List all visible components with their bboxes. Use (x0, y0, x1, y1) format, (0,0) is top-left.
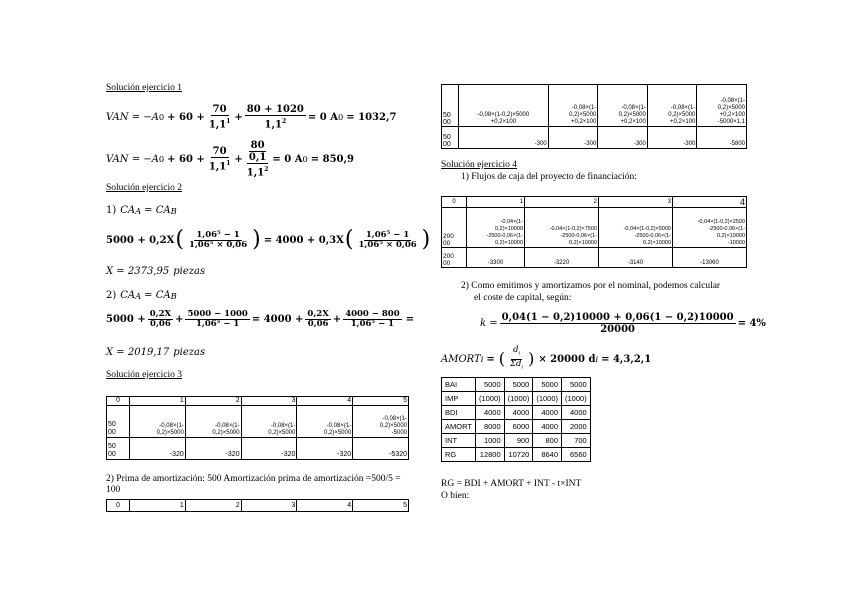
table-cell: -300 (459, 127, 549, 149)
table-cell: 1 (130, 500, 186, 512)
table-cell: 8000 (475, 420, 504, 434)
s4-item-2b: el coste de capital, según: (474, 293, 572, 303)
table-row (442, 85, 747, 127)
table-row (107, 397, 409, 406)
table-cell: 5 (353, 500, 409, 512)
s4-item-2: 2) Como emitimos y amortizamos por el nominal, podemos calcular (461, 281, 721, 291)
prima-amortizacion-text: 2) Prima de amortización: 500 Amortización prima de amortización =500/5 = 100 (106, 474, 401, 495)
table-cell: -0,04×(1-0,2)×5000 -2500-0,06×(1- 0,2)×10000 (599, 208, 673, 248)
equation-van-1: VAN = −A 0 + 60 + $\frac{70}{1,1^1}$ + $\frac{80 + 1020}{1,1^2}$ = 0 A 0 = 1032,7 (106, 104, 397, 131)
table-cell: 50 00 (107, 406, 130, 438)
table-cell: 5000 (475, 378, 504, 392)
table-cell: 4000 (533, 406, 562, 420)
table-cell: 5 (353, 397, 409, 406)
equation-eq4: 5000 + $\frac{0,2X}{0,06}$ + $\frac{5000 - 1000}{\text{1,06⁵ − 1}}$ = 4000 + $\frac{0,2X}{0,06}$ + $\frac{4000 - 800}{\text{1,06⁵ − 1}}$ = (106, 309, 415, 329)
table-cell: -320 (297, 438, 353, 460)
equation-amort: AMORT i = ( $\frac{d_i}{\Sigma d_i}$ ) × 20000 d i = 4,3,2,1 (441, 345, 652, 371)
equation-eq3: 5000 + 0,2X ( $\frac{\text{1,06⁵ − 1}}{\text{1,06⁵ × 0,06}}$ ) = 4000 + 0,3X ( $\frac{\text{1,06⁵ − 1}}{\text{1,06⁵ × 0,06}}$ ) (106, 227, 431, 252)
table-cell: 1000 (475, 434, 504, 448)
table-cell: 2000 (562, 420, 591, 434)
table-cell: -0,08×(1- 0,2)×5000 +0,2×100 (548, 85, 598, 127)
table-cell: IMP (442, 392, 476, 406)
table-cell: 5000 (504, 378, 533, 392)
table-cell: -0,04×(1- 0,2)×10000 -2500-0,06×(1- 0,2)×10000 (467, 208, 525, 248)
rg-formula: RG = BDI + AMORT + INT - t×INT (441, 479, 582, 489)
table-row (442, 127, 747, 149)
table-cell: 50 00 (442, 85, 459, 127)
table-cell: -320 (185, 438, 241, 460)
table-row (107, 500, 409, 512)
table-cell: 4000 (475, 406, 504, 420)
s4-item-1: 1) Flujos de caja del proyecto de financiación: (461, 172, 637, 182)
table-cell: 8640 (533, 448, 562, 462)
result-x-1: X = 2373,95 piezas (106, 266, 206, 277)
table-cell: -300 (647, 127, 697, 149)
table-cell: 200 00 (442, 208, 467, 248)
table-cell: 4 (297, 397, 353, 406)
table-row (442, 197, 747, 208)
question-1: 1) CA A = CA B (106, 205, 177, 216)
equation-k: k = $\frac{0,04(1 - 0,2)10000 + 0,06(1 - 0,2)10000}{20000}$ = 4% (480, 312, 766, 335)
table-cell: 0 (107, 500, 130, 512)
table-cell: -0,08×(1- 0,2)×5000 (297, 406, 353, 438)
table-cell: (1000) (562, 392, 591, 406)
table-row (442, 248, 747, 268)
table-cell: BDI (442, 406, 476, 420)
table-ejercicio-3 (106, 396, 409, 460)
table-cell: 0 (107, 397, 130, 406)
table-cell: 2 (185, 500, 241, 512)
table-row (442, 208, 747, 248)
table-cell: 12800 (475, 448, 504, 462)
table-row (107, 438, 409, 460)
table-cell: -0,08×(1- 0,2)×5000 -5000 (353, 406, 409, 438)
table-cell: 1 (467, 197, 525, 208)
table-row (442, 392, 591, 406)
table-cell: AMORT (442, 420, 476, 434)
table-cell: 2 (185, 397, 241, 406)
obien-text: O bien: (441, 491, 470, 501)
table-cell: -3140 (599, 248, 673, 268)
table-cell: 6000 (504, 420, 533, 434)
table-prima (106, 499, 409, 512)
table-cell: -5320 (353, 438, 409, 460)
table-cell: 2 (525, 197, 599, 208)
section-title-1: Solución ejercicio 1 (106, 83, 182, 93)
table-cell: 0 (442, 197, 467, 208)
table-ejercicio-3-cont (441, 84, 747, 149)
equation-van-2: VAN = −A 0 + 60 + $\frac{70}{1,1^1}$ + 80 0,1 $1,1^2$ = 0 A 0 = 850,9 (106, 140, 354, 179)
table-cell: (1000) (504, 392, 533, 406)
table-cell: -300 (548, 127, 598, 149)
table-cell: 50 00 (442, 127, 459, 149)
table-row (442, 434, 591, 448)
table-cell: 900 (504, 434, 533, 448)
table-cell: -320 (241, 438, 297, 460)
question-2: 2) CA A = CA B (106, 290, 177, 301)
table-cell: -0,08×(1- 0,2)×5000 (185, 406, 241, 438)
table-row (442, 378, 591, 392)
table-cell: 5000 (562, 378, 591, 392)
section-title-3: Solución ejercicio 3 (106, 370, 182, 380)
table-cell: -320 (130, 438, 186, 460)
table-cell: 3 (241, 500, 297, 512)
table-cell: -0,08×(1- 0,2)×5000 +0,2×100 (598, 85, 648, 127)
table-row (442, 406, 591, 420)
section-title-4: Solución ejercicio 4 (441, 160, 517, 170)
table-cell: 3 (599, 197, 673, 208)
table-cell: (1000) (533, 392, 562, 406)
table-cell: 50 00 (107, 438, 130, 460)
table-cell: 3 (241, 397, 297, 406)
table-row (442, 448, 591, 462)
table-row (107, 406, 409, 438)
table-cell: -0,08×(1-0,2)×5000 +0,2×100 (459, 85, 549, 127)
section-title-2: Solución ejercicio 2 (106, 183, 182, 193)
table-cell: 4 (673, 197, 747, 208)
table-cell: INT (442, 434, 476, 448)
table-cell: -0,08×(1- 0,2)×5000 (241, 406, 297, 438)
table-cell: BAI (442, 378, 476, 392)
result-x-2: X = 2019,17 piezas (106, 347, 206, 358)
table-cell: 4000 (504, 406, 533, 420)
table-cell: 200 00 (442, 248, 467, 268)
table-rg (441, 377, 591, 462)
table-ejercicio-4 (441, 196, 747, 268)
table-cell: 1 (130, 397, 186, 406)
table-cell: 800 (533, 434, 562, 448)
table-cell: -3300 (467, 248, 525, 268)
table-cell: -13060 (673, 248, 747, 268)
table-cell: -300 (598, 127, 648, 149)
table-cell: 4000 (533, 420, 562, 434)
table-row (442, 420, 591, 434)
table-cell: 10720 (504, 448, 533, 462)
table-cell: -0,04×(1-0,2)×7500 -2500-0,06×(1- 0,2)×10000 (525, 208, 599, 248)
table-cell: 5000 (533, 378, 562, 392)
table-cell: 4000 (562, 406, 591, 420)
table-cell: -0,08×(1- 0,2)×5000 +0,2×100 -5000×1,1 (697, 85, 747, 127)
table-cell: -3220 (525, 248, 599, 268)
table-cell: -0,08×(1- 0,2)×5000 +0,2×100 (647, 85, 697, 127)
table-cell: (1000) (475, 392, 504, 406)
table-cell: -0,04×(1-0,2)×2500 -2500-0,06×(1- 0,2)×10000 -10000 (673, 208, 747, 248)
table-cell: -0,08×(1- 0,2)×5000 (130, 406, 186, 438)
table-cell: 700 (562, 434, 591, 448)
table-cell: 6560 (562, 448, 591, 462)
table-cell: -5800 (697, 127, 747, 149)
table-cell: RG (442, 448, 476, 462)
table-cell: 4 (297, 500, 353, 512)
